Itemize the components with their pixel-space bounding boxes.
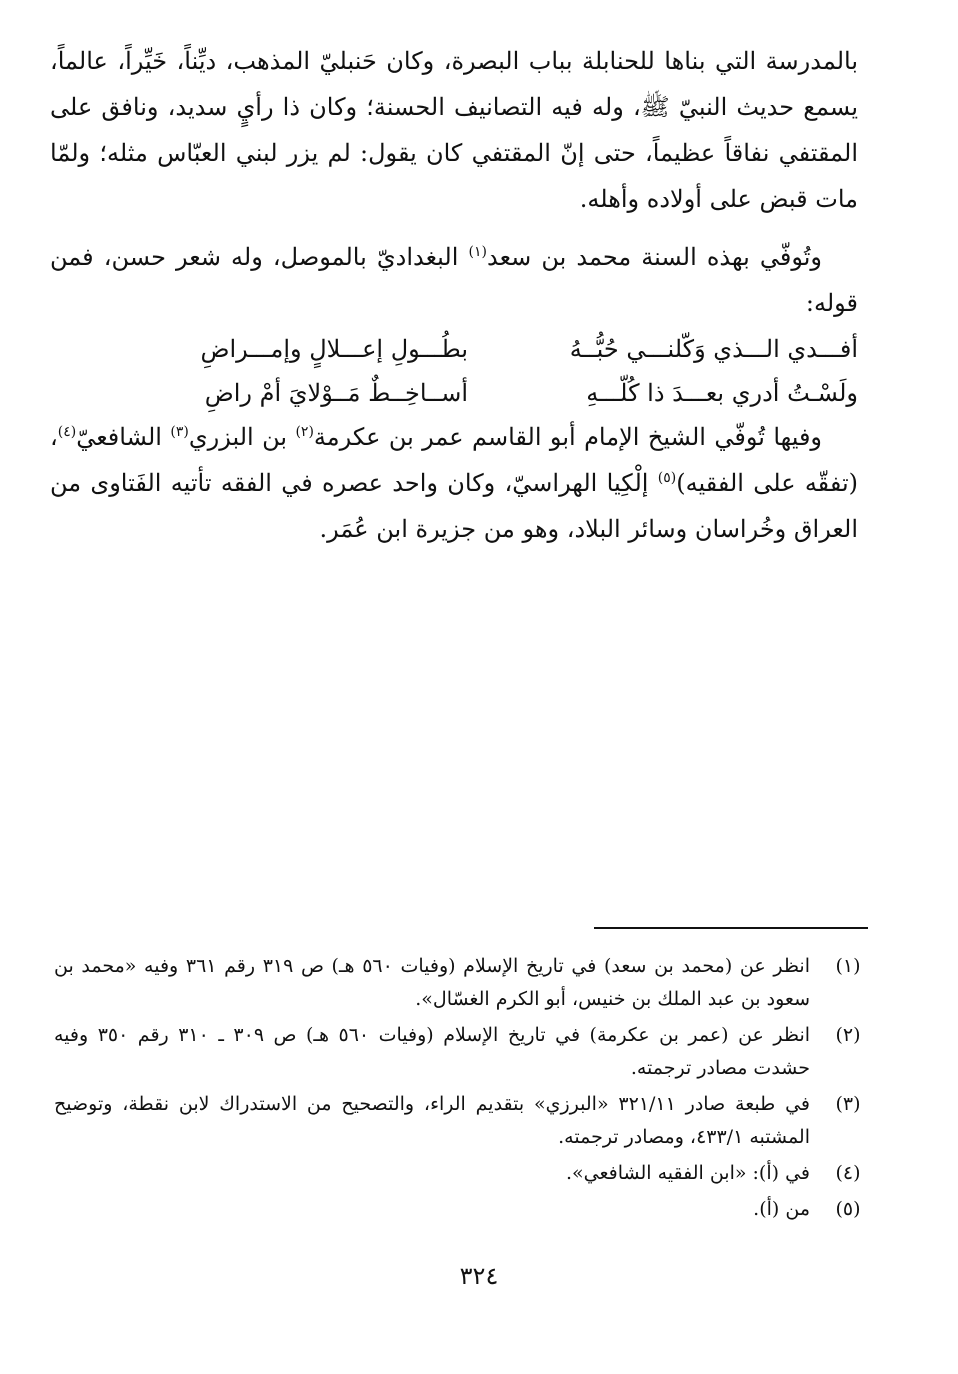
footnote-marker-5: (٥)	[657, 470, 677, 486]
footnote-4	[54, 1157, 872, 1190]
footnote-2	[54, 1019, 872, 1085]
footnote-3	[54, 1088, 872, 1154]
verse-2-second-hemistich: أســاخِــطٌ مَــوْلايَ أمْ راضِ	[204, 379, 468, 407]
paragraph-2	[50, 234, 858, 326]
footnote-2-number: (٢)	[835, 1024, 861, 1046]
verse-1-second-hemistich: بطُـــولِ إعـــلالٍ وإمـــراضِ	[200, 335, 468, 363]
paragraph-3	[50, 414, 858, 552]
footnote-separator	[594, 927, 868, 929]
footnotes	[54, 950, 872, 1229]
footnote-3-text: في طبعة صادر ٣٢١/١١ «البرزي» بتقديم الراء، والتصحيح من الاستدراك لابن نقطة، وتوضيح المشتبه ٤٣٣/١، ومصادر ترجمته.	[54, 1093, 810, 1148]
verse-2-first-hemistich: ولَسْـتُ أدري بعـــدَ ذا كُلّـــهِ	[586, 379, 858, 407]
footnote-4-text: في (أ): «ابن الفقيه الشافعي».	[565, 1162, 810, 1184]
paragraph-3-text-a: وفيها تُوفّي الشيخ الإمام أبو القاسم عمر بن عكرمة	[313, 423, 823, 451]
footnote-2-text: انظر عن (عمر بن عكرمة) في تاريخ الإسلام (وفيات ٥٦٠ هـ) ص ٣٠٩ ـ ٣١٠ رقم ٣٥٠ وفيه حشدت مصادر ترجمته.	[54, 1024, 811, 1079]
footnote-1	[54, 950, 872, 1016]
verse-1-first-hemistich: أفـــدي الـــذي وَكّلنـــي حُبُّــهُ	[569, 335, 858, 363]
paragraph-3-text-e: إلْكِيا الهراسيّ، وكان واحد عصره في الفقه تأتيه الفَتاوى من العراق وخُراسان وسائر البلاد، وهو من جزيرة ابن عُمَر.	[50, 469, 858, 543]
paragraph-2-text-a: وتُوفّي بهذه السنة محمد بن سعد	[486, 243, 822, 271]
footnote-4-number: (٤)	[835, 1162, 861, 1184]
footnote-1-number: (١)	[835, 955, 861, 977]
footnote-5	[54, 1193, 872, 1226]
footnote-marker-3: (٣)	[170, 424, 189, 440]
footnote-3-number: (٣)	[835, 1093, 861, 1115]
paragraph-3-text-d: ، (تفقّه على الفقيه)	[50, 423, 859, 497]
poem-verse-1	[50, 326, 858, 370]
footnote-5-text: من (أ).	[753, 1198, 810, 1220]
footnote-1-text: انظر عن (محمد بن سعد) في تاريخ الإسلام (وفيات ٥٦٠ هـ) ص ٣١٩ رقم ٣٦١ وفيه «محمد بن سعود بن عبد الملك بن خنيس، أبو الكرم الغسّال».	[54, 955, 810, 1010]
footnote-marker-2: (٢)	[295, 424, 314, 440]
paragraph-1: بالمدرسة التي بناها للحنابلة بباب البصرة، وكان حَنبليّ المذهب، ديِّناً، خَيِّراً، عالماً، يسمع حديث النبيّ ﷺ، وله فيه التصانيف الحسنة؛ وكان ذا رأيٍ سديد، ونافق على المقتفي نفاقاً عظيماً، حتى إنّ المقتفي كان يقول: لم يزر لبني العبّاس مثله؛ ولمّا مات قبض على أولاده وأهله.	[50, 47, 858, 213]
paragraph-3-text-b: بن البزري	[188, 423, 296, 451]
page-number: ٣٢٤	[459, 1262, 499, 1290]
poem-verse-2	[50, 370, 858, 414]
footnote-marker-1: (١)	[468, 244, 487, 260]
footnote-marker-4: (٤)	[57, 424, 77, 440]
paragraph-2-text-b: البغداديّ بالموصل، وله شعر حسن، فمن قوله:	[50, 243, 858, 317]
footnote-5-number: (٥)	[835, 1198, 861, 1220]
main-text	[50, 38, 858, 552]
paragraph-3-text-c: الشافعيّ	[76, 423, 171, 451]
